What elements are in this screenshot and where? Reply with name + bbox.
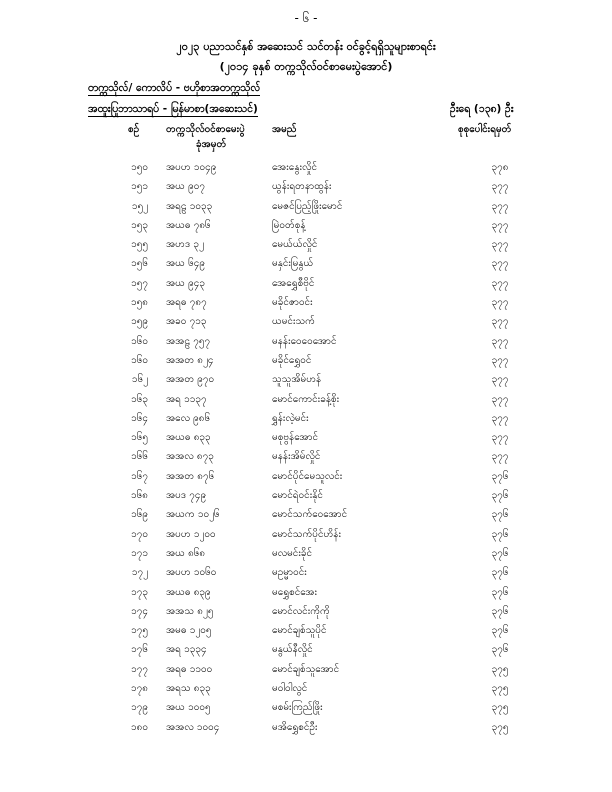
row-number: ၁၅၉ <box>131 316 148 328</box>
table-row <box>0 430 612 449</box>
document-subtitle: (၂၀၁၄ ခုနှစ် တက္ကသိုလ်ဝင်စာမေးပွဲအောင်) <box>219 60 393 73</box>
row-name: မြဲဝတ်စုန့် <box>272 219 306 231</box>
row-name: မဥမ္မာဝင်း <box>272 567 307 579</box>
table-row <box>0 623 612 642</box>
subject-line <box>88 103 258 118</box>
table-row <box>0 237 612 256</box>
row-number: ၁၇၈ <box>131 683 148 695</box>
row-name: မရွှေစင်အေး <box>272 586 318 598</box>
row-exam-id: အရသ ၈၃၃ <box>166 683 211 695</box>
table-row <box>0 488 612 507</box>
row-exam-id: အရဓ ၁၁၀၀ <box>166 663 213 675</box>
row-exam-id: အပဟ ၁၀၆၀ <box>166 567 217 579</box>
row-exam-id: အယ ၉၄၃ <box>166 277 205 289</box>
university-line <box>88 82 260 97</box>
row-score: ၃၇၇ <box>491 412 509 424</box>
table-row <box>0 700 612 719</box>
row-name: မနှင်းမြနွယ် <box>272 258 314 270</box>
row-exam-id: အအတ ၈၇၆ <box>166 470 215 482</box>
row-exam-id: အအတ ၈၂၄ <box>166 354 214 366</box>
table-row <box>0 372 612 391</box>
row-number: ၁၆၀ <box>131 354 148 366</box>
row-number: ၁၇၅ <box>131 625 148 637</box>
table-row <box>0 314 612 333</box>
row-number: ၁၆၄ <box>131 412 148 424</box>
row-exam-id: အယ ၆၄၉ <box>166 258 205 270</box>
table-row <box>0 160 612 179</box>
row-score: ၃၇၇ <box>491 239 509 251</box>
row-number: ၁၇၉ <box>131 702 148 714</box>
table-row <box>0 411 612 430</box>
document-title: ၂၀၂၃ ပညာသင်နှစ် အဆေးသင် သင်တန်း ဝင်ခွင့်ရရှိသူများစာရင်း <box>176 40 436 53</box>
row-score: ၃၇၅ <box>491 683 509 695</box>
table-row <box>0 469 612 488</box>
row-name: ရွှန်းလဲ့မင်း <box>272 412 309 424</box>
row-number: ၁၅၈ <box>131 297 148 309</box>
row-exam-id: အရဓ ၇၈၇ <box>166 297 207 309</box>
row-exam-id: အအလ ၁၀၀၄ <box>166 721 220 733</box>
row-number: ၁၆၉ <box>131 509 148 521</box>
row-name: မောင်ချစ်သူပိုင် <box>272 625 327 637</box>
row-number: ၁၆၀ <box>131 335 148 347</box>
row-exam-id: အရဠ ၁၀၃၃ <box>166 200 213 212</box>
row-exam-id: အယ ၉၀၇ <box>166 181 205 193</box>
row-name: မစုဗွန်အောင် <box>272 432 319 444</box>
row-number: ၁၅၀ <box>131 162 148 173</box>
column-header-id-line2: ခုံအမှတ် <box>196 139 227 150</box>
row-number: ၁၇၁ <box>131 547 148 559</box>
row-score: ၃၇၆ <box>491 490 509 502</box>
row-number: ၁၆၂ <box>131 374 148 386</box>
row-score: ၃၇၅ <box>491 663 509 675</box>
row-score: ၃၇၇ <box>491 432 509 444</box>
row-name: မလမင်းခိုင် <box>272 547 313 559</box>
row-exam-id: အရ ၁၃၃၄ <box>166 644 207 656</box>
row-exam-id: အပဟ ၁၀၄၉ <box>166 162 217 173</box>
row-name: သူသူအိမ်ဟန် <box>272 374 322 386</box>
row-exam-id: အပဟ ၁၂၀၀ <box>166 528 216 540</box>
table-row <box>0 179 612 198</box>
row-number: ၁၆၃ <box>131 393 148 405</box>
table-row <box>0 681 612 700</box>
row-name: မောင်ပိုင်မေသူလင်း <box>272 470 343 482</box>
row-exam-id: အပဒ ၇၄၉ <box>166 490 207 502</box>
row-exam-id: အယ ၁၀၀၅ <box>166 702 211 714</box>
row-exam-id: အအဠ ၇၅၇ <box>166 335 211 347</box>
row-name: ယမင်းသက် <box>272 316 315 328</box>
row-score: ၃၇၅ <box>491 702 509 714</box>
row-name: မေဇင်ပြည့်ဖြိုးမောင် <box>272 200 343 212</box>
row-number: ၁၆၆ <box>131 451 148 463</box>
row-number: ၁၇၆ <box>131 644 148 656</box>
table-row <box>0 546 612 565</box>
row-number: ၁၇၃ <box>131 586 148 598</box>
row-score: ၃၇၇ <box>491 451 509 463</box>
row-name: မအိရွှေစင်ဦး <box>272 721 318 733</box>
table-row <box>0 642 612 661</box>
row-score: ၃၇၇ <box>491 181 509 193</box>
table-row <box>0 527 612 546</box>
row-score: ၃၇၆ <box>491 567 509 579</box>
row-number: ၁၅၂ <box>131 200 148 212</box>
row-score: ၃၇၆ <box>491 528 509 540</box>
row-score: ၃၇၇ <box>491 200 509 212</box>
table-row <box>0 276 612 295</box>
row-exam-id: အအလ ၈၇၃ <box>166 451 214 463</box>
table-row <box>0 507 612 526</box>
row-score: ၃၇၆ <box>491 470 509 482</box>
row-name: မောင်လင်းကိုကို <box>272 605 330 617</box>
row-name: အေးနွေးလှိုင် <box>272 162 318 173</box>
row-name: မေယ်ယ်လှိုင် <box>272 239 318 251</box>
row-exam-id: အအသ ၈၂၅ <box>166 605 214 617</box>
row-number: ၁၇၄ <box>131 605 148 617</box>
row-score: ၃၇၇ <box>491 335 509 347</box>
row-exam-id: အရ ၁၁၃၇ <box>166 393 207 405</box>
row-name: မနွယ်နီလှိုင် <box>272 644 313 656</box>
row-name: ယွန်းရတနာထွန်း <box>272 181 332 193</box>
column-header-no: စဉ် <box>128 124 140 135</box>
row-exam-id: အမဓ ၁၂၀၅ <box>166 625 212 637</box>
column-header-name: အမည် <box>272 124 297 135</box>
row-score: ၃၇၇ <box>491 393 509 405</box>
row-score: ၃၇၆ <box>491 547 509 559</box>
row-score: ၃၇၇ <box>491 219 509 231</box>
row-exam-id: အယ ၈၆၈ <box>166 547 206 559</box>
row-exam-id: အယက ၁၀၂၆ <box>166 509 220 521</box>
row-score: ၃၇၇ <box>491 316 509 328</box>
table-row <box>0 218 612 237</box>
table-row <box>0 353 612 372</box>
subject-label: အထူးပြုဘာသာရပ် - မြန်မာစာ(အဆေးသင်) <box>88 103 258 115</box>
row-exam-id: အလေ ၉၈၆ <box>166 412 211 424</box>
row-name: မောင်သက်ဝေအောင် <box>272 509 348 521</box>
row-score: ၃၇၇ <box>491 297 509 309</box>
row-number: ၁၅၃ <box>131 219 148 231</box>
table-row <box>0 334 612 353</box>
headcount: ဦးရေ (၁၃၈) ဦး <box>450 103 514 115</box>
row-number: ၁၅၆ <box>131 258 148 270</box>
column-header-score: စုစုပေါင်းရမှတ် <box>458 124 512 135</box>
row-number: ၁၆၇ <box>131 470 148 482</box>
table-row <box>0 295 612 314</box>
row-score: ၃၇၆ <box>491 605 509 617</box>
row-name: မောင်ရဲဝင်းနိုင် <box>272 490 323 502</box>
row-score: ၃၇၆ <box>491 586 509 598</box>
row-score: ၃၇၆ <box>491 644 509 656</box>
row-name: မောင်ချစ်သူအောင် <box>272 663 340 675</box>
row-number: ၁၅၇ <box>131 277 148 289</box>
row-name: မနန်းအိမ်လှိုင် <box>272 451 321 463</box>
row-number: ၁၅၁ <box>131 181 148 193</box>
row-score: ၃၇၈ <box>491 162 509 173</box>
row-name: မောင်သက်ပိုင်ဟိန်း <box>272 528 342 540</box>
row-number: ၁၇၇ <box>131 663 148 675</box>
row-number: ၁၆၈ <box>131 490 148 502</box>
row-name: အေရွှေစီဗိုင် <box>272 277 315 289</box>
table-row <box>0 604 612 623</box>
table-row <box>0 662 612 681</box>
row-exam-id: အယဓ ၇၈၆ <box>166 219 211 231</box>
row-number: ၁၅၅ <box>131 239 148 251</box>
row-exam-id: အယဓ ၈၃၃ <box>166 432 211 444</box>
table-row <box>0 585 612 604</box>
page-number: - ၆ - <box>294 11 318 25</box>
row-score: ၃၇၇ <box>491 354 509 366</box>
row-exam-id: အခဝ ၇၁၃ <box>166 316 207 328</box>
row-number: ၁၇၀ <box>131 528 148 540</box>
row-name: မောင်ကောင်းခန့်စိုး <box>272 393 340 405</box>
row-exam-id: အအတ ၉၇၀ <box>166 374 215 386</box>
row-exam-id: အယဓ ၈၃၉ <box>166 586 211 598</box>
row-name: မနန်းဝေဝေအောင် <box>272 335 337 347</box>
row-score: ၃၇၆ <box>491 509 509 521</box>
row-score: ၃၇၇ <box>491 277 509 289</box>
table-row <box>0 720 612 739</box>
row-name: မခိုင်ရွှေဝင် <box>272 354 312 366</box>
table-row <box>0 199 612 218</box>
table-row <box>0 256 612 275</box>
table-row <box>0 565 612 584</box>
university-label: တက္ကသိုလ်/ ကောလိပ် - ဗဟိုစာအတက္ကသိုလ် <box>88 82 261 94</box>
table-row <box>0 449 612 468</box>
column-header-id: တက္ကသိုလ်ဝင်စာမေးပွဲ <box>166 124 245 135</box>
row-exam-id: အဟဒ ၃၂ <box>166 239 204 251</box>
row-score: ၃၇၅ <box>491 721 509 733</box>
row-name: မခိုင်ဇာဝင်း <box>272 297 313 309</box>
row-number: ၁၇၂ <box>131 567 148 579</box>
row-number: ၁၆၅ <box>131 432 148 444</box>
row-name: မစမ်းကြည်ဖြိုး <box>272 702 323 714</box>
candidate-list <box>0 160 612 739</box>
row-score: ၃၇၆ <box>491 625 509 637</box>
row-score: ၃၇၇ <box>491 258 509 270</box>
row-score: ၃၇၇ <box>491 374 509 386</box>
row-number: ၁၈၀ <box>131 721 148 733</box>
table-row <box>0 392 612 411</box>
row-name: မဝါဝါလွင် <box>272 683 308 695</box>
